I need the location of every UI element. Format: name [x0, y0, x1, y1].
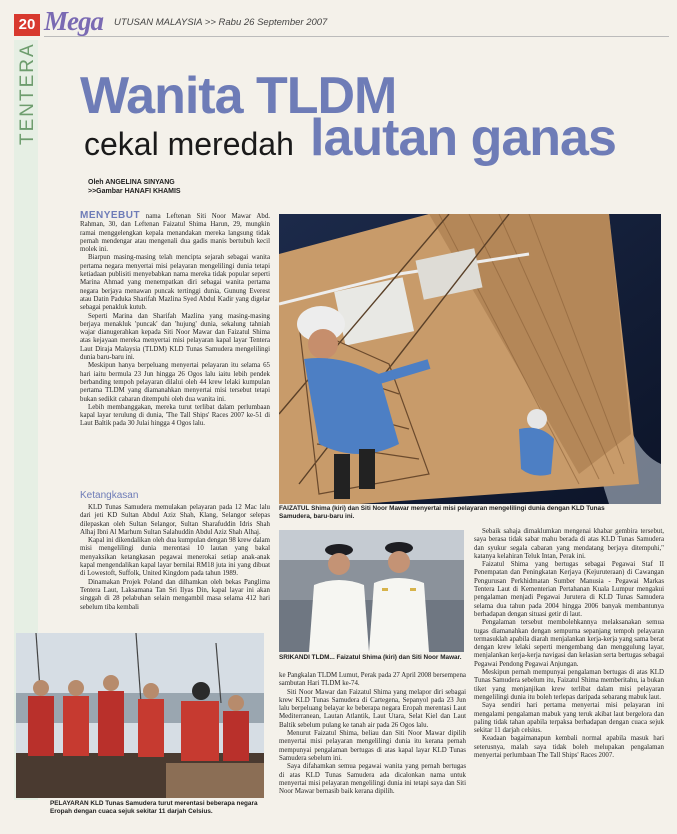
lead-word: MENYEBUT [80, 210, 141, 221]
headline-line-2: lautan ganas [310, 109, 616, 167]
article-p11: Menurut Faizatul Shima, beliau dan Siti Noor Mawar dipilih menyertai misi pelayaran mengelilingi dunia itu kerana pernah mempunyai pengalaman bertugas di atas kapal layar KLD Tunas Samudera sebelum ini. [279, 730, 466, 762]
article-p1: nama Leftenan Siti Noor Mawar Abd. Rahman, 30, dan Leftenan Faizatul Shima Harun, 29, mungkin ramai menggelengkan kepala menandakan mereka langsung tidak pernah mendengar atau mengenali dua gadis manis bertubuh kecil molek ini. [80, 213, 270, 254]
section-tag: TENTERA [17, 42, 38, 145]
article-p3: Seperti Marina dan Sharifah Mazlina yang masing-masing berjaya menakluk 'puncak' dan 'hujung' dunia, sekalung tahniah wajar dianugerahkan kepada Siti Noor Mawar dan Faizatul Shima atas kejayaan mereka menyertai misi pelayaran kapal layar Tentera Laut Diraja Malaysia (TLDM) KLD Tunas Samudera mengelilingi dunia baru-baru ini. [80, 312, 270, 362]
page-number: 20 [14, 14, 40, 36]
section-heading: Ketangkasan [80, 490, 139, 501]
article-column-3 [474, 528, 664, 830]
main-photo [279, 214, 661, 504]
byline [88, 178, 181, 196]
article-p9: ke Pangkalan TLDM Lumut, Perak pada 27 April 2008 bersempena sambutan Hari TLDM ke-74. [279, 672, 466, 688]
article-p6: KLD Tunas Samudera memulakan pelayaran pada 12 Mac lalu dari jeti KD Sultan Abdul Aziz Shah, Klang, Selangor selepas dilepaskan oleh Sultan Selangor, Sultan Sharafuddin Idris Shah Alhaj Ibni Al Marhum Sultan Salahuddin Abdul Aziz Shah Alhaj. [80, 504, 270, 536]
article-p16: Meskipun pernah mempunyai pengalaman bertugas di atas KLD Tunas Samudera sebelum itu, Faizatul Shima memberitahu, ia bukan tiket yang menjanjikan krew terlibat dalam misi pelayaran mengelilingi dunia itu boleh terlepas daripada sebarang mabuk laut. [474, 669, 664, 701]
main-photo-caption: FAIZATUL Shima (kiri) dan Siti Noor Mawar menyertai misi pelayaran mengelilingi dunia dengan KLD Tunas Samudera, baru-baru ini. [279, 505, 605, 520]
ship-deck-photo [279, 214, 661, 504]
brand-logo: Mega [44, 6, 103, 36]
edition-line: UTUSAN MALAYSIA >> Rabu 26 September 2007 [114, 17, 328, 28]
article-p15: Pengalaman tersebut membolehkannya melaksanakan semua tugas diamanahkan dengan sempurna sepanjang tempoh pelayaran termasuklah apabila diarah menjalankan kerja-kerja yang sama berat dengan krew lelaki seperti mengembang dan menggulung layar, menjalankan kerja-kerja navigasi dan kelasian serta bertugas sebagai Pegawai Pendong Pegawai Anjungan. [474, 619, 664, 668]
article-p8: Dinamakan Projek Poland dan dilhamkan oleh bekas Panglima Tentera Laut, Laksamana Tan Sri Ilyas Din, kapal layar ini akan singgah di 28 pelabuhan selain mengambil masa selama 412 hari sebelum tiba kembali [80, 578, 270, 611]
article-p13: Sebaik sahaja dimaklumkan mengenai khabar gembira tersebut, saya berasa tidak sabar mahu berada di atas KLD Tunas Samudera dan syukur segala cabaran yang mendatang berjaya ditempuhi," katanya kelahiran Teluk Intan, Perak ini. [474, 528, 664, 560]
header-divider [44, 36, 669, 37]
group-photo [16, 633, 264, 798]
officers-portrait [279, 530, 464, 652]
crew-group-photo [16, 633, 264, 798]
article-p12: Saya difahamkan semua pegawai wanita yang pernah bertugas di atas KLD Tunas Samudera ada dicalonkan nama untuk menyertai misi pelayaran mengelilingi dunia ini tetapi saya dan Siti Noor Mawar bernasib baik kerana dipilih. [279, 763, 466, 796]
byline-author: Oleh ANGELINA SINYANG [88, 179, 175, 186]
portrait-photo [279, 530, 464, 652]
article-column-1-mid [80, 504, 270, 628]
article-p18: Keadaan bagaimanapun kembali normal apabila masuk hari seterusnya, malah saya tidak boleh melupakan pengalaman menyertai perlumbaan The Tall Ships' Races 2007. [474, 735, 664, 760]
byline-photo: >>Gambar HANAFI KHAMIS [88, 188, 181, 195]
article-p17: Saya sendiri hari pertama menyertai misi pelayaran ini mengalami pengalaman mabuk yang teruk akibat laut bergelora dan paling tidak tahan apabila terpaksa berhadapan dengan cuaca sejuk sekitar 11 darjah celsius. [474, 702, 664, 735]
portrait-caption: SRIKANDI TLDM... Faizatul Shima (kiri) dan Siti Noor Mawar. [279, 654, 462, 661]
group-photo-caption: PELAYARAN KLD Tunas Samudera turut merentasi beberapa negara Eropah dengan cuaca sejuk sekitar 11 darjah Celsius. [50, 800, 258, 815]
article-p5: Lebih membanggakan, mereka turut terlibat dalam perlumbaan kapal layar terulung di dunia, 'The Tall Ships' Races 2007 ke-51 di Laut Baltik pada 30 Julai hingga 4 Ogos lalu. [80, 403, 270, 428]
headline-line-1: Wanita TLDM [80, 67, 397, 125]
article-p4: Meskipun hanya berpeluang menyertai pelayaran itu selama 65 hari iaitu bermula 23 Jun hingga 26 Ogos lalu iaitu lebih pendek berbanding tempoh pelayaran dilalui oleh 44 krew lelaki kumpulan pertama TLDM yang diamanahkan menyertai misi tersebut tetapi bukan sedikit cabaran ditempuhi oleh dua wanita ini. [80, 362, 270, 403]
article-column-2 [279, 672, 466, 830]
article-column-1-top [80, 210, 270, 488]
headline-subline: cekal meredah [84, 126, 294, 162]
article-p10: Siti Noor Mawar dan Faizatul Shima yang melapor diri sebagai krew KLD Tunas Samudera di Cartegena, Sepanyol pada 23 Jun lalu berpeluang belayar ke beberapa negara Eropah merentasi Laut Mediterranean, Lautan Atlantik, Laut Utara, Selat Kiel dan Laut Baltik sebelum pulang ke tanah air pada 26 Ogos lalu. [279, 688, 466, 729]
article-p14: Faizatul Shima yang bertugas sebagai Pegawai Staf II Penempatan dan Peningkatan Kerjaya (Kejuruteraan) di Cawangan Pengurusan Perkhidmatan Sumber Manusia - Pegawai Markas Tentera Laut di Kementerian Pertahanan Kuala Lumpur mengakui pengalaman menjadi Pegawai Jurutera di KLD Tunas Samudera selama dua tahun pada 2004 hingga 2006 banyak membantunya berhadapan dengan situasi getir di laut. [474, 561, 664, 618]
article-p7: Kapal ini dikendalikan oleh dua kumpulan dengan 98 krew dalam misi mengelilingi dunia merentasi 10 lautan yang bakal menyaksikan ketangkasan pegawai menerokai setiap anak-anak kapal mengendalikan kapal layar bernilai RM18 juta ini yang dibuat di Lowestoft, Suffolk, United Kingdom pada tahun 1989. [80, 537, 270, 578]
article-p2: Biarpun masing-masing telah mencipta sejarah sebagai wanita pertama negara menyertai misi pelayaran mengelilingi dunia tetapi ketiadaan publisiti menyebabkan nama mereka tidak popular seperti Marina Ahmad yang menempatkan diri sebagai wanita pertama negara berjaya menawan puncak tertinggi dunia, Gunung Everest atau Datin Paduka Sharifah Mazlina Syed Abdul Kadir yang digelar sebagai penakluk kutub. [80, 254, 270, 312]
